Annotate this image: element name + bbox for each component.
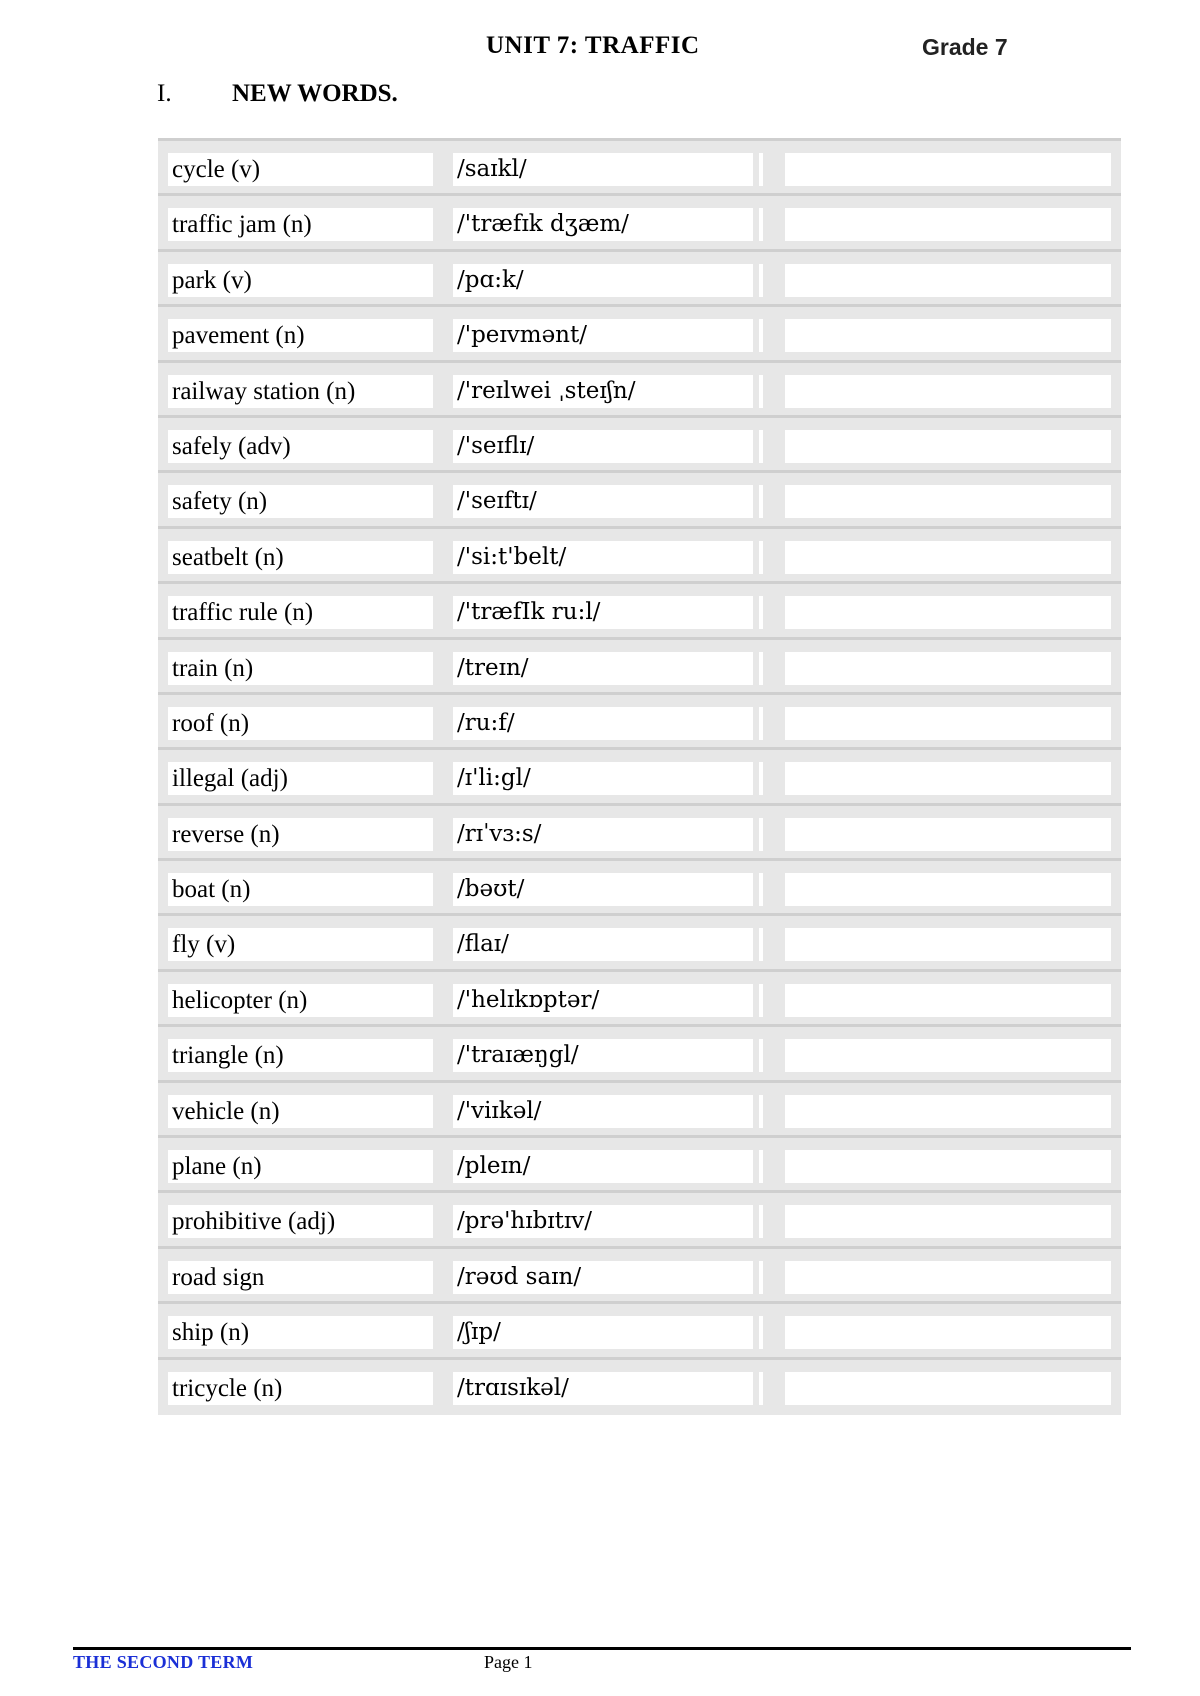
table-row — [158, 307, 1121, 362]
column-divider — [759, 1316, 763, 1349]
column-divider — [759, 707, 763, 740]
pronunciation-cell: /flaɪ/ — [453, 928, 753, 961]
meaning-cell[interactable] — [785, 153, 1111, 186]
word-cell: fly (v) — [168, 928, 433, 961]
word-cell: reverse (n) — [168, 818, 433, 851]
meaning-cell[interactable] — [785, 762, 1111, 795]
word-cell: safely (adv) — [168, 430, 433, 463]
pronunciation-cell: /rɪˈvɜ:s/ — [453, 818, 753, 851]
column-divider — [759, 153, 763, 186]
pronunciation-cell: /rəʊd saɪn/ — [453, 1261, 753, 1294]
column-divider — [759, 375, 763, 408]
word-cell: plane (n) — [168, 1150, 433, 1183]
table-row — [158, 695, 1121, 750]
pronunciation-cell: /'helɪkɒptər/ — [453, 984, 753, 1017]
word-cell: pavement (n) — [168, 319, 433, 352]
table-row — [158, 861, 1121, 916]
pronunciation-cell: /'viɪkəl/ — [453, 1095, 753, 1128]
meaning-cell[interactable] — [785, 1372, 1111, 1405]
pronunciation-cell: /ʃɪp/ — [453, 1316, 753, 1349]
word-cell: triangle (n) — [168, 1039, 433, 1072]
table-row — [158, 1249, 1121, 1304]
meaning-cell[interactable] — [785, 984, 1111, 1017]
table-row — [158, 640, 1121, 695]
footer-term-label: THE SECOND TERM — [73, 1652, 254, 1672]
meaning-cell[interactable] — [785, 1316, 1111, 1349]
table-row — [158, 473, 1121, 528]
table-row — [158, 1027, 1121, 1082]
pronunciation-cell: /saɪkl/ — [453, 153, 753, 186]
table-row — [158, 806, 1121, 861]
section-title: NEW WORDS. — [232, 80, 398, 107]
column-divider — [759, 264, 763, 297]
word-cell: park (v) — [168, 264, 433, 297]
meaning-cell[interactable] — [785, 873, 1111, 906]
pronunciation-cell: /'seɪflɪ/ — [453, 430, 753, 463]
column-divider — [759, 984, 763, 1017]
meaning-cell[interactable] — [785, 1039, 1111, 1072]
word-cell: train (n) — [168, 652, 433, 685]
meaning-cell[interactable] — [785, 208, 1111, 241]
column-divider — [759, 818, 763, 851]
word-cell: seatbelt (n) — [168, 541, 433, 574]
column-divider — [759, 652, 763, 685]
table-row — [158, 418, 1121, 473]
pronunciation-cell: /'træfɪk dʒæm/ — [453, 208, 753, 241]
pronunciation-cell: /treɪn/ — [453, 652, 753, 685]
word-cell: cycle (v) — [168, 153, 433, 186]
vocabulary-table — [158, 138, 1121, 1415]
page-title: UNIT 7: TRAFFIC — [486, 32, 700, 59]
pronunciation-cell: /'seɪftɪ/ — [453, 485, 753, 518]
pronunciation-cell: /'træfIk ru:l/ — [453, 596, 753, 629]
table-row — [158, 363, 1121, 418]
meaning-cell[interactable] — [785, 928, 1111, 961]
meaning-cell[interactable] — [785, 319, 1111, 352]
meaning-cell[interactable] — [785, 375, 1111, 408]
column-divider — [759, 873, 763, 906]
column-divider — [759, 430, 763, 463]
column-divider — [759, 319, 763, 352]
word-cell: traffic jam (n) — [168, 208, 433, 241]
meaning-cell[interactable] — [785, 1095, 1111, 1128]
column-divider — [759, 1039, 763, 1072]
column-divider — [759, 596, 763, 629]
word-cell: roof (n) — [168, 707, 433, 740]
column-divider — [759, 541, 763, 574]
pronunciation-cell: /'si:t'belt/ — [453, 541, 753, 574]
pronunciation-cell: /bəʊt/ — [453, 873, 753, 906]
meaning-cell[interactable] — [785, 652, 1111, 685]
table-row — [158, 1304, 1121, 1359]
column-divider — [759, 485, 763, 518]
footer-rule — [73, 1647, 1131, 1650]
word-cell: traffic rule (n) — [168, 596, 433, 629]
meaning-cell[interactable] — [785, 485, 1111, 518]
meaning-cell[interactable] — [785, 541, 1111, 574]
meaning-cell[interactable] — [785, 1261, 1111, 1294]
pronunciation-cell: /'reɪlwei ˌsteɪʃn/ — [453, 375, 753, 408]
column-divider — [759, 1150, 763, 1183]
column-divider — [759, 1095, 763, 1128]
table-row — [158, 1138, 1121, 1193]
pronunciation-cell: /pɑ:k/ — [453, 264, 753, 297]
column-divider — [759, 1205, 763, 1238]
table-row — [158, 529, 1121, 584]
section-number: I. — [157, 80, 172, 107]
word-cell: road sign — [168, 1261, 433, 1294]
pronunciation-cell: /trɑɪsɪkəl/ — [453, 1372, 753, 1405]
column-divider — [759, 208, 763, 241]
pronunciation-cell: /'traɪæŋgl/ — [453, 1039, 753, 1072]
word-cell: ship (n) — [168, 1316, 433, 1349]
meaning-cell[interactable] — [785, 430, 1111, 463]
pronunciation-cell: /ɪ'li:gl/ — [453, 762, 753, 795]
column-divider — [759, 1372, 763, 1405]
word-cell: railway station (n) — [168, 375, 433, 408]
word-cell: tricycle (n) — [168, 1372, 433, 1405]
word-cell: illegal (adj) — [168, 762, 433, 795]
pronunciation-cell: /'peɪvmənt/ — [453, 319, 753, 352]
grade-label: Grade 7 — [922, 34, 1008, 60]
word-cell: boat (n) — [168, 873, 433, 906]
table-row — [158, 972, 1121, 1027]
meaning-cell[interactable] — [785, 818, 1111, 851]
word-cell: prohibitive (adj) — [168, 1205, 433, 1238]
table-row — [158, 1360, 1121, 1415]
meaning-cell[interactable] — [785, 596, 1111, 629]
meaning-cell[interactable] — [785, 1205, 1111, 1238]
word-cell: helicopter (n) — [168, 984, 433, 1017]
table-row — [158, 196, 1121, 251]
page-number: Page 1 — [484, 1652, 533, 1672]
table-row — [158, 1193, 1121, 1248]
table-row — [158, 252, 1121, 307]
meaning-cell[interactable] — [785, 1150, 1111, 1183]
table-row — [158, 584, 1121, 639]
table-row — [158, 141, 1121, 196]
column-divider — [759, 928, 763, 961]
pronunciation-cell: /ru:f/ — [453, 707, 753, 740]
table-row — [158, 916, 1121, 971]
word-cell: vehicle (n) — [168, 1095, 433, 1128]
pronunciation-cell: /pleɪn/ — [453, 1150, 753, 1183]
table-row — [158, 1083, 1121, 1138]
word-cell: safety (n) — [168, 485, 433, 518]
column-divider — [759, 1261, 763, 1294]
column-divider — [759, 762, 763, 795]
table-row — [158, 750, 1121, 805]
meaning-cell[interactable] — [785, 707, 1111, 740]
pronunciation-cell: /prə'hɪbɪtɪv/ — [453, 1205, 753, 1238]
meaning-cell[interactable] — [785, 264, 1111, 297]
